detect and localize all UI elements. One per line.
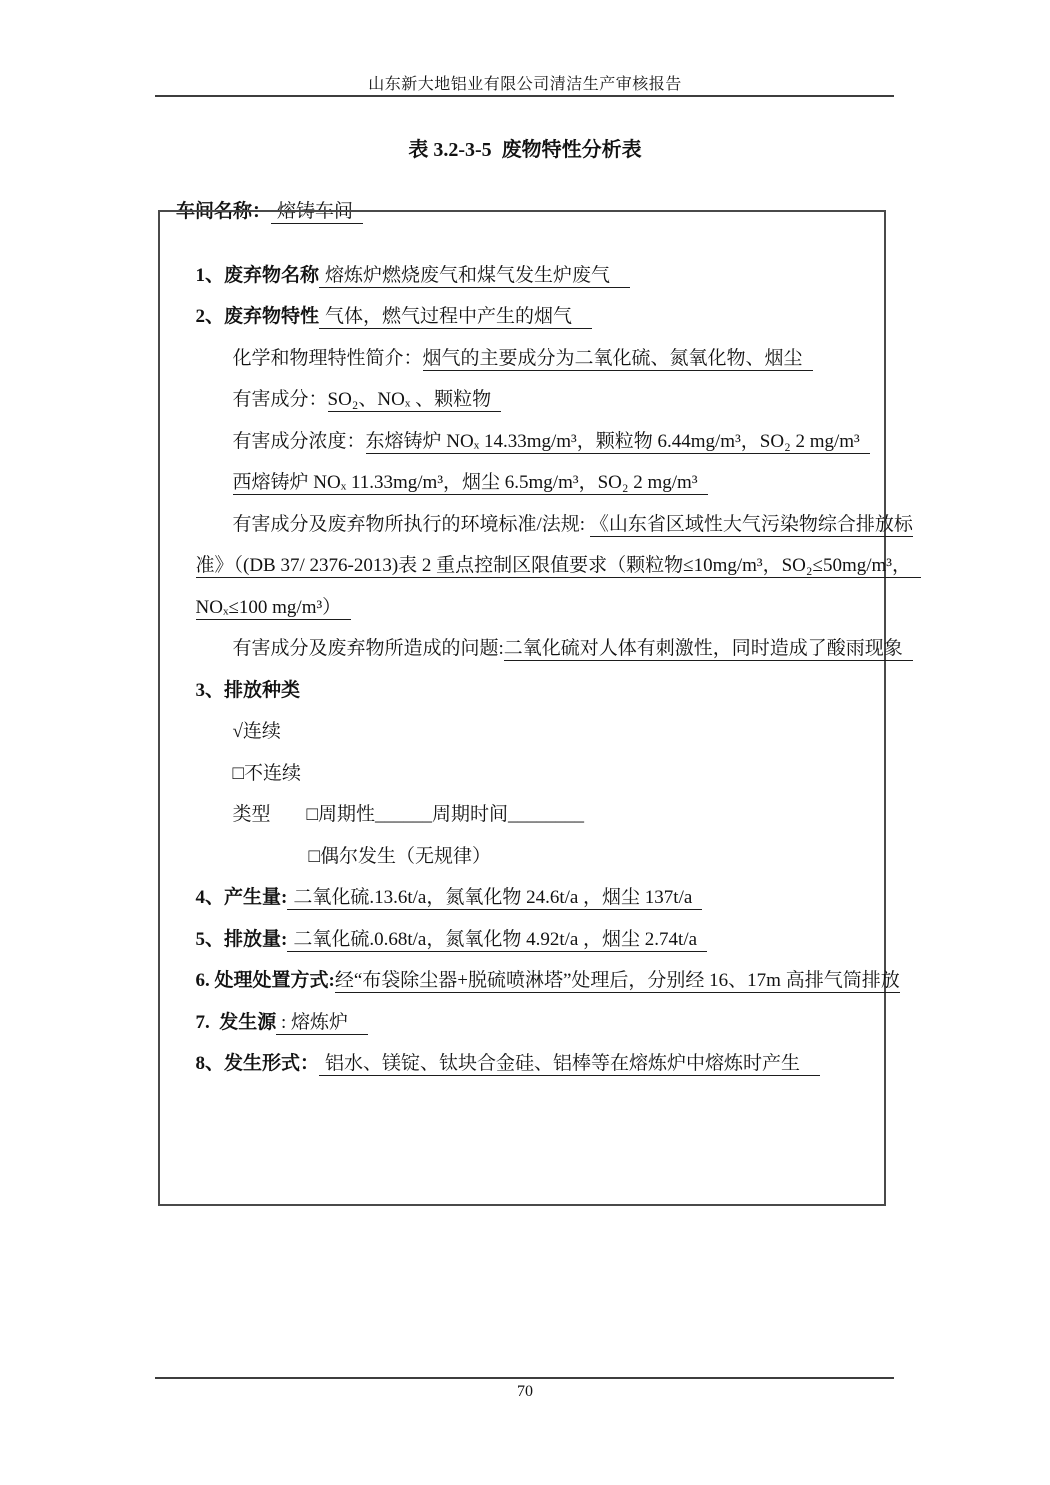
report-header-title: 山东新大地铝业有限公司清洁生产审核报告	[368, 76, 682, 93]
field-generation-amount-value: 二氧化硫.13.6t/a，氮氧化物 24.6t/a ，烟尘 137t/a	[287, 887, 702, 910]
table-title: 表 3.2-3-5 废物特性分析表	[408, 139, 642, 161]
field-generation-form-value: 铝水、镁锭、钛块合金硅、铝棒等在熔炼炉中熔炼时产生	[319, 1053, 820, 1076]
field-environment-standard-line1: 《山东省区域性大气污染物综合排放标	[589, 513, 913, 535]
field-treatment-method-label: 6. 处理处置方式:	[195, 970, 335, 991]
field-generation-form-label: 8、发生形式：	[195, 1053, 320, 1074]
field-waste-name-value: 熔炼炉燃烧废气和煤气发生炉废气	[319, 265, 630, 288]
checkbox-occasional-option: □偶尔发生（无规律）	[308, 845, 491, 867]
field-harmful-concentration-value1: 东熔铸炉 NOₓ 14.33mg/m³，颗粒物 6.44mg/m³，SO₂ 2 mg/m³	[366, 431, 870, 454]
field-harmful-components-value: SO₂、NOₓ 、颗粒物	[328, 389, 502, 412]
field-environment-standard-line2: 准》（(DB 37/ 2376-2013)表 2 重点控制区限值要求（颗粒物≤10mg/m³，SO₂≤50mg/m³，	[196, 555, 922, 578]
field-generation-amount-label: 4、产生量:	[195, 887, 288, 908]
field-emission-amount-value: 二氧化硫.0.68t/a，氮氧化物 4.92t/a ，烟尘 2.74t/a	[287, 929, 707, 952]
checkmark-continuous-option: √连续	[232, 721, 281, 742]
page-number: 70	[517, 1383, 533, 1400]
field-generation-amount	[160, 836, 884, 908]
field-waste-name	[160, 213, 884, 286]
field-environment-standard-label: 有害成分及废弃物所执行的环境标准/法规:	[232, 513, 590, 535]
header-rule	[155, 95, 894, 97]
waste-analysis-form-box	[158, 210, 913, 1206]
field-environment-standard-line3: NOₓ≤100 mg/m³）	[196, 597, 352, 620]
field-treatment-method-value: 经“布袋除尘器+脱硫喷淋塔”处理后，分别经 16、17m 高排气筒排放	[334, 970, 900, 991]
field-harmful-components-label: 有害成分：	[232, 389, 328, 410]
field-waste-name-label: 1、废弃物名称	[195, 264, 320, 286]
field-source-label: 7. 发生源	[195, 1011, 277, 1033]
field-waste-property-label: 2、废弃物特性	[195, 306, 320, 327]
footer-rule	[155, 1377, 894, 1379]
field-chem-physical-intro-value: 烟气的主要成分为二氧化硫、氮氧化物、烟尘	[423, 348, 813, 371]
workshop-value: 熔铸车间	[271, 201, 363, 224]
field-harmful-concentration-label: 有害成分浓度：	[232, 430, 366, 452]
field-source-value: : 熔炼炉	[276, 1012, 368, 1035]
checkbox-periodic-option: □周期性______周期时间________	[306, 804, 584, 825]
field-caused-problem-label: 有害成分及废弃物所造成的问题:	[232, 638, 504, 659]
field-harmful-concentration-value2: 西熔铸炉 NOₓ 11.33mg/m³，烟尘 6.5mg/m³，SO₂ 2 mg/m³	[233, 472, 708, 495]
field-caused-problem-value: 二氧化硫对人体有刺激性，同时造成了酸雨现象	[504, 638, 913, 661]
field-emission-amount-label: 5、排放量:	[195, 928, 288, 950]
type-label: 类型	[232, 804, 271, 825]
field-chem-physical-intro-label: 化学和物理特性简介：	[232, 347, 423, 369]
field-emission-type-heading-label: 3、排放种类	[195, 679, 301, 701]
workshop-label: 车间名称：	[176, 201, 272, 222]
checkbox-discontinuous-option: □不连续	[232, 762, 301, 784]
field-waste-property-value: 气体，燃气过程中产生的烟气	[319, 306, 592, 329]
